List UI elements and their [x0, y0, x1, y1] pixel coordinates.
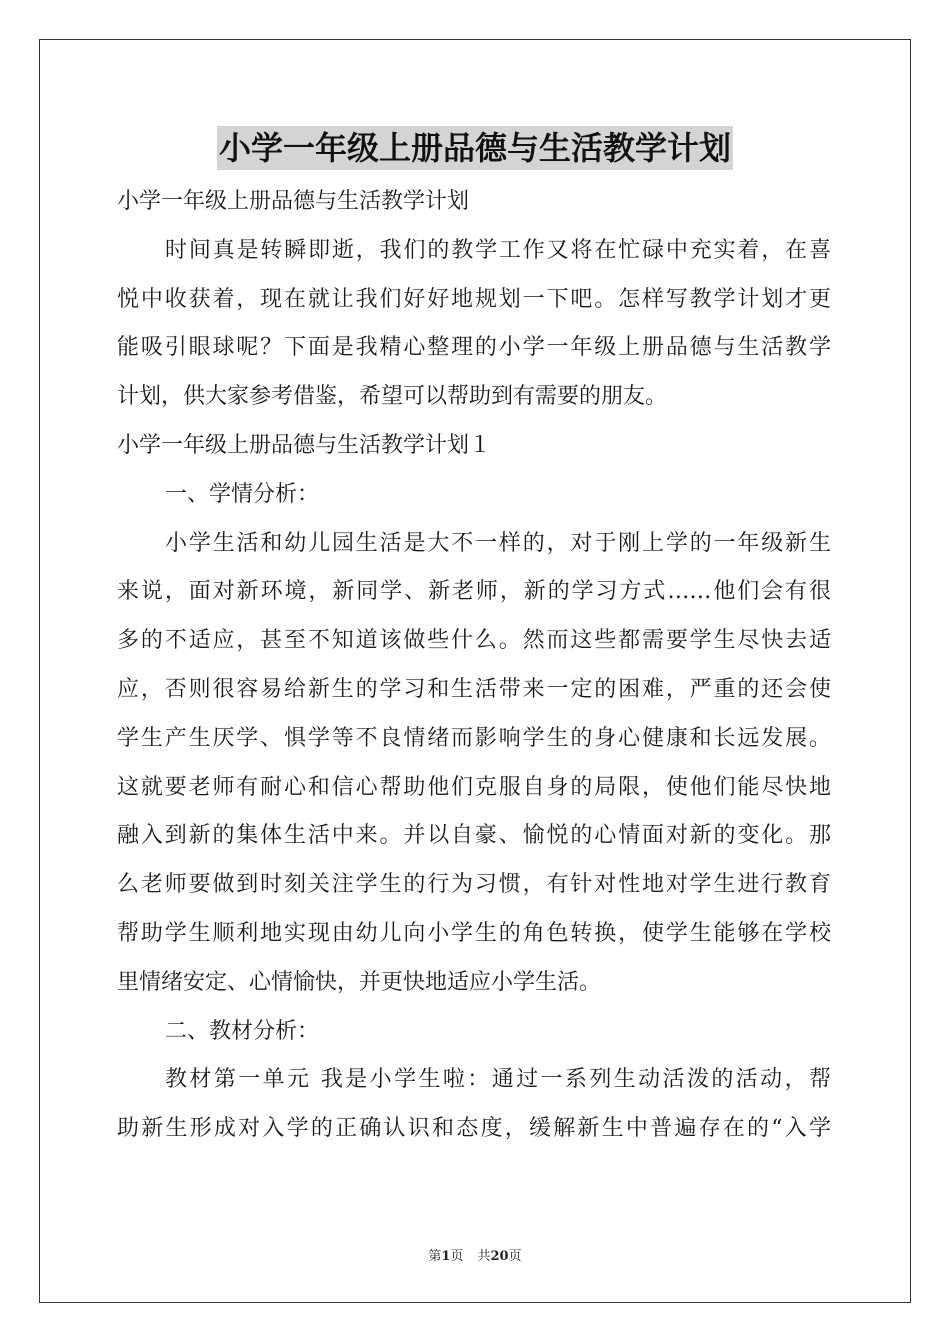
body-line: 小学生活和幼儿园生活是大不一样的，对于刚上学的一年级新生	[165, 530, 831, 556]
total-suffix: 页	[508, 1249, 522, 1264]
body-line: 学生产生厌学、惧学等不良情绪而影响学生的身心健康和长远发展。	[117, 725, 831, 751]
sub-heading: 二、教材分析：	[165, 1018, 320, 1044]
page-number: 1	[441, 1249, 451, 1264]
body-line: 么老师要做到时刻关注学生的行为习惯，有针对性地对学生进行教育	[117, 872, 831, 898]
total-pages: 20	[490, 1249, 509, 1264]
body-line: 来说，面对新环境，新同学、新老师，新的学习方式……他们会有很	[117, 579, 831, 605]
sub-heading: 一、学情分析：	[165, 481, 320, 507]
document-body	[117, 178, 831, 1154]
total-prefix: 共	[477, 1249, 491, 1264]
title-container	[0, 126, 950, 170]
document-title: 小学一年级上册品德与生活教学计划	[217, 126, 733, 170]
body-line: 应，否则很容易给新生的学习和生活带来一定的困难，严重的还会使	[117, 676, 831, 702]
section-heading: 小学一年级上册品德与生活教学计划１	[117, 432, 492, 458]
page-prefix: 第	[428, 1249, 442, 1264]
body-line: 小学一年级上册品德与生活教学计划	[117, 189, 470, 214]
body-line: 时间真是转瞬即逝，我们的教学工作又将在忙碌中充实着，在喜	[165, 237, 831, 263]
body-line: 助新生形成对入学的正确认识和态度，缓解新生中普遍存在的“入学	[117, 1116, 831, 1142]
body-line: 这就要老师有耐心和信心帮助他们克服自身的局限，使他们能尽快地	[117, 774, 831, 800]
body-line: 帮助学生顺利地实现由幼儿向小学生的角色转换，使学生能够在学校	[117, 920, 831, 946]
body-line: 悦中收获着，现在就让我们好好地规划一下吧。怎样写教学计划才更	[117, 286, 831, 312]
body-line: 多的不适应，甚至不知道该做些什么。然而这些都需要学生尽快去适	[117, 628, 831, 654]
body-line: 教材第一单元 我是小学生啦：通过一系列生动活泼的活动，帮	[165, 1067, 831, 1093]
body-line: 里情绪安定、心情愉快，并更快地适应小学生活。	[117, 969, 602, 995]
body-line: 融入到新的集体生活中来。并以自豪、愉悦的心情面对新的变化。那	[117, 823, 831, 849]
body-line: 能吸引眼球呢？下面是我精心整理的小学一年级上册品德与生活教学	[117, 335, 831, 361]
page-footer	[0, 1245, 950, 1264]
page-suffix: 页	[450, 1249, 464, 1264]
body-line: 计划，供大家参考借鉴，希望可以帮助到有需要的朋友。	[117, 384, 668, 410]
